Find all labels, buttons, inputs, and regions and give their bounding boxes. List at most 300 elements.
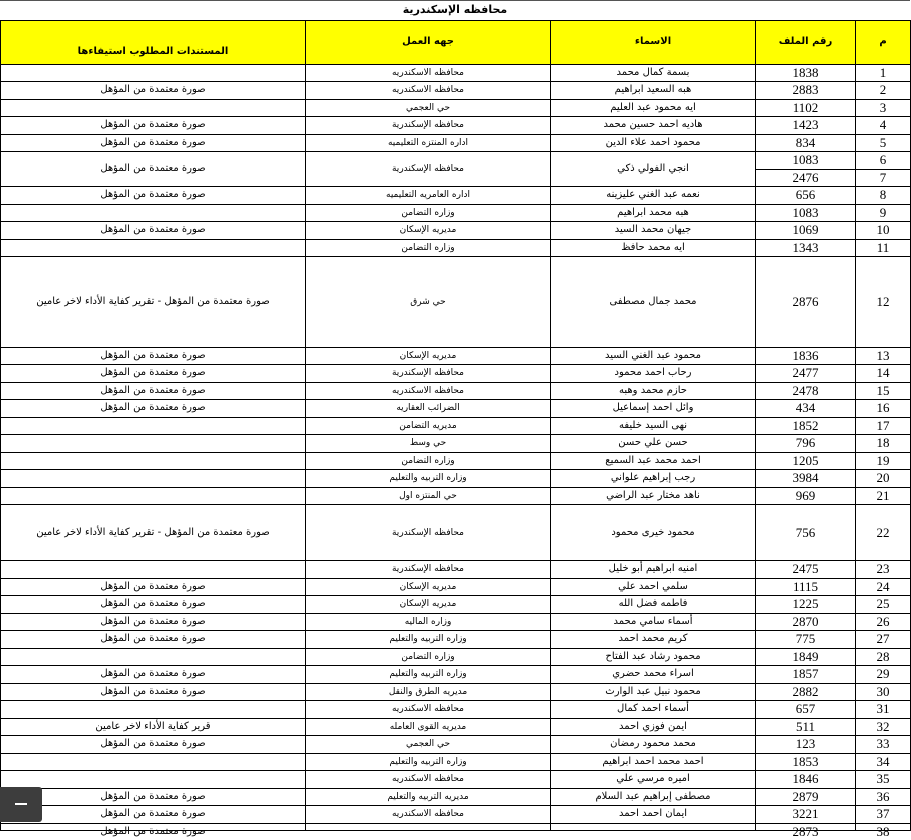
documents-cell <box>1 187 306 205</box>
serial-text: 8 <box>879 187 887 203</box>
workplace-text: محافظه الاسكندريه <box>391 67 464 78</box>
serial-text: 1 <box>879 64 887 80</box>
name-text: هبه محمد ابراهيم <box>617 206 689 218</box>
name-cell <box>551 648 756 666</box>
file-number-text: 1102 <box>792 99 819 115</box>
file-number-cell <box>756 683 856 701</box>
table-row <box>1 771 911 789</box>
serial-cell <box>856 117 911 135</box>
file-number-text: 1846 <box>792 771 819 787</box>
zoom-out-button[interactable] <box>0 787 42 822</box>
name-text: وائل احمد إسماعيل <box>612 402 694 414</box>
workplace-cell <box>306 417 551 435</box>
table-body <box>1 64 911 839</box>
file-number-cell <box>756 561 856 579</box>
documents-cell <box>1 99 306 117</box>
workplace-text: مديريه التربيه والتعليم <box>387 791 469 802</box>
table-row <box>1 823 911 830</box>
serial-text: 14 <box>876 365 890 381</box>
serial-cell <box>856 561 911 579</box>
name-cell <box>551 823 756 830</box>
workplace-cell <box>306 82 551 100</box>
workplace-cell <box>306 505 551 561</box>
file-number-cell <box>756 417 856 435</box>
name-cell <box>551 239 756 257</box>
table-row <box>1 257 911 348</box>
serial-cell <box>856 347 911 365</box>
serial-text: 17 <box>876 417 890 433</box>
file-number-cell <box>756 82 856 100</box>
workplace-cell <box>306 470 551 488</box>
serial-text: 37 <box>876 806 890 822</box>
name-cell <box>551 117 756 135</box>
documents-cell <box>1 736 306 754</box>
workplace-cell <box>306 771 551 789</box>
file-number-cell <box>756 736 856 754</box>
table-row <box>1 99 911 117</box>
documents-cell <box>1 613 306 631</box>
documents-text: قرير كفاية الأداء لاخر عامين <box>95 720 211 732</box>
documents-cell <box>1 222 306 240</box>
serial-text: 3 <box>879 99 887 115</box>
workplace-text <box>306 824 550 830</box>
table-row <box>1 561 911 579</box>
name-cell <box>551 417 756 435</box>
serial-text: 36 <box>876 788 890 804</box>
table-row <box>1 788 911 806</box>
documents-cell <box>1 417 306 435</box>
name-text: امنيه ابراهيم أبو خليل <box>608 563 698 575</box>
name-cell <box>551 505 756 561</box>
file-number-cell <box>756 631 856 649</box>
table-row <box>1 64 911 82</box>
name-cell <box>551 631 756 649</box>
file-number-cell <box>756 365 856 383</box>
column-header-name: الاسماء <box>551 21 756 65</box>
table-row <box>1 152 911 170</box>
table-row <box>1 487 911 505</box>
name-cell <box>551 82 756 100</box>
workplace-text: مديريه القوى العامله <box>389 721 467 732</box>
serial-cell <box>856 753 911 771</box>
serial-cell <box>856 613 911 631</box>
name-cell <box>551 771 756 789</box>
file-number-text: 657 <box>795 701 816 717</box>
documents-cell <box>1 64 306 82</box>
workplace-cell <box>306 666 551 684</box>
serial-cell <box>856 152 911 170</box>
serial-cell <box>856 365 911 383</box>
name-text: محمود نبيل عبد الوارث <box>605 685 701 697</box>
workplace-cell <box>306 117 551 135</box>
file-number-cell <box>756 487 856 505</box>
file-number-text: 511 <box>795 718 816 734</box>
file-number-cell <box>756 470 856 488</box>
workplace-text: محافظه الإسكندرية <box>391 164 464 174</box>
name-text: انجي الفولي ذكي <box>617 163 689 174</box>
name-text: محمود رشاد عبد الفتاح <box>605 650 701 662</box>
file-number-cell <box>756 753 856 771</box>
table-row <box>1 753 911 771</box>
table-row <box>1 578 911 596</box>
serial-text: 5 <box>879 134 887 150</box>
workplace-text: مديريه التضامن <box>399 420 457 431</box>
workplace-text: وزاره التربيه والتعليم <box>389 634 467 645</box>
name-cell <box>551 257 756 348</box>
documents-text: صورة معتمدة من المؤهل <box>100 580 206 592</box>
file-number-text: 2476 <box>792 169 819 185</box>
serial-cell <box>856 82 911 100</box>
file-number-cell <box>756 771 856 789</box>
name-cell <box>551 788 756 806</box>
workplace-text: حي شرق <box>410 296 446 307</box>
name-text: احمد محمد عبد السميع <box>605 454 701 466</box>
documents-cell <box>1 596 306 614</box>
documents-cell <box>1 487 306 505</box>
name-cell <box>551 683 756 701</box>
serial-text: 35 <box>876 771 890 787</box>
name-text: أسماء سامي محمد <box>613 615 693 627</box>
workplace-cell <box>306 683 551 701</box>
serial-cell <box>856 823 911 839</box>
workplace-cell <box>306 806 551 824</box>
workplace-cell <box>306 487 551 505</box>
name-text <box>551 824 755 830</box>
file-number-text: 1852 <box>792 417 819 433</box>
name-text: بسمة كمال محمد <box>616 66 690 78</box>
serial-text: 25 <box>876 596 890 612</box>
workplace-text: وزاره التربيه والتعليم <box>389 756 467 767</box>
table-row <box>1 683 911 701</box>
file-number-cell <box>756 99 856 117</box>
documents-text: صورة معتمدة من المؤهل <box>100 598 206 610</box>
minus-icon <box>15 803 27 805</box>
workplace-text: مديريه الإسكان <box>399 350 457 361</box>
name-text: رجب إبراهيم علواني <box>610 472 696 484</box>
table-row <box>1 347 911 365</box>
table-row <box>1 452 911 470</box>
table-row <box>1 631 911 649</box>
serial-text: 6 <box>879 152 887 168</box>
name-cell <box>551 365 756 383</box>
table-row <box>1 736 911 754</box>
file-number-text: 969 <box>795 487 816 503</box>
documents-cell <box>1 347 306 365</box>
table-row <box>1 613 911 631</box>
serial-text: 11 <box>876 239 890 255</box>
documents-cell <box>1 204 306 222</box>
name-text: جيهان محمد السيد <box>614 224 692 236</box>
file-number-text: 1083 <box>792 204 819 220</box>
file-number-cell <box>756 239 856 257</box>
serial-text: 34 <box>876 753 890 769</box>
serial-cell <box>856 222 911 240</box>
documents-cell <box>1 648 306 666</box>
serial-cell <box>856 257 911 348</box>
name-text: اميره مرسي علي <box>616 773 690 785</box>
documents-cell <box>1 239 306 257</box>
name-cell <box>551 152 756 187</box>
name-cell <box>551 204 756 222</box>
file-number-text: 434 <box>795 400 816 416</box>
workplace-text: وزاره التضامن <box>401 455 455 466</box>
file-number-cell <box>756 187 856 205</box>
file-number-text: 2876 <box>792 293 819 309</box>
serial-cell <box>856 648 911 666</box>
serial-cell <box>856 596 911 614</box>
documents-text: صورة معتمدة من المؤهل <box>100 384 206 396</box>
table-row <box>1 187 911 205</box>
table-row <box>1 648 911 666</box>
serial-text: 21 <box>876 487 890 503</box>
serial-cell <box>856 683 911 701</box>
serial-text: 12 <box>876 293 890 309</box>
workplace-cell <box>306 648 551 666</box>
serial-text: 28 <box>876 648 890 664</box>
name-cell <box>551 382 756 400</box>
file-number-cell <box>756 400 856 418</box>
workplace-text: حي العجمي <box>405 102 451 113</box>
documents-cell <box>1 771 306 789</box>
documents-cell <box>1 718 306 736</box>
name-text: محمد محمود رمضان <box>610 738 696 750</box>
file-number-text: 1838 <box>792 64 819 80</box>
documents-text: صورة معتمدة من المؤهل <box>100 136 206 148</box>
workplace-text: حي وسط <box>409 438 447 449</box>
file-number-text: 1849 <box>792 648 819 664</box>
file-number-text: 1069 <box>792 222 819 238</box>
name-text: فاطمه فضل الله <box>618 598 688 610</box>
file-number-text: 2477 <box>792 365 819 381</box>
file-number-text: 1853 <box>792 753 819 769</box>
documents-cell <box>1 683 306 701</box>
workplace-cell <box>306 222 551 240</box>
name-text: ايمان احمد احمد <box>618 808 688 820</box>
workplace-cell <box>306 64 551 82</box>
table-row <box>1 82 911 100</box>
table-row <box>1 505 911 561</box>
file-number-text: 756 <box>795 524 816 540</box>
documents-text: صورة معتمدة من المؤهل <box>100 163 206 174</box>
file-number-cell <box>756 452 856 470</box>
table-row <box>1 718 911 736</box>
serial-cell <box>856 578 911 596</box>
name-cell <box>551 753 756 771</box>
serial-cell <box>856 417 911 435</box>
name-cell <box>551 613 756 631</box>
name-cell <box>551 487 756 505</box>
documents-text: صورة معتمدة من المؤهل <box>100 84 206 96</box>
file-number-cell <box>756 435 856 453</box>
file-number-text: 2879 <box>792 788 819 804</box>
documents-cell <box>1 152 306 187</box>
workplace-text: مديريه الطرق والنقل <box>388 686 468 697</box>
workplace-text: محافظه الاسكندريه <box>391 809 464 820</box>
workplace-cell <box>306 701 551 719</box>
name-text: ايه محمد حافظ <box>621 241 685 253</box>
workplace-text: وزاره التضامن <box>401 651 455 662</box>
file-number-text: 1343 <box>792 239 819 255</box>
workplace-text: وزاره التربيه والتعليم <box>389 473 467 484</box>
workplace-cell <box>306 99 551 117</box>
workplace-cell <box>306 578 551 596</box>
workplace-cell <box>306 382 551 400</box>
documents-text: صورة معتمدة من المؤهل <box>100 790 206 802</box>
table-row <box>1 806 911 824</box>
file-number-cell <box>756 788 856 806</box>
name-cell <box>551 134 756 152</box>
name-cell <box>551 470 756 488</box>
workplace-cell <box>306 631 551 649</box>
name-cell <box>551 347 756 365</box>
name-text: اسراء محمد حضري <box>612 668 694 680</box>
serial-text: 27 <box>876 631 890 647</box>
documents-cell <box>1 631 306 649</box>
serial-text: 19 <box>876 452 890 468</box>
file-number-cell <box>756 718 856 736</box>
serial-cell <box>856 64 911 82</box>
file-number-cell <box>756 648 856 666</box>
name-text: مصطفى إبراهيم عبد السلام <box>595 790 711 802</box>
documents-cell <box>1 82 306 100</box>
name-text: حازم محمد وهبه <box>619 384 687 396</box>
workplace-text: وزاره التربيه والتعليم <box>389 669 467 680</box>
file-number-cell <box>756 222 856 240</box>
name-cell <box>551 561 756 579</box>
serial-text: 16 <box>876 400 890 416</box>
serial-cell <box>856 187 911 205</box>
serial-cell <box>856 470 911 488</box>
file-number-text: 2478 <box>792 382 819 398</box>
name-text: سلمي احمد علي <box>618 580 688 592</box>
workplace-text: محافظه الاسكندريه <box>391 85 464 96</box>
serial-cell <box>856 204 911 222</box>
name-text: رحاب احمد محمود <box>614 367 692 379</box>
workplace-text: محافظه الإسكندرية <box>391 120 464 131</box>
workplace-text: وزاره التضامن <box>401 207 455 218</box>
documents-text: صورة معتمدة من المؤهل - تقرير كفاية الأداء لاخر عامين <box>36 526 270 538</box>
table-row <box>1 204 911 222</box>
table-row <box>1 435 911 453</box>
documents-text: صورة معتمدة من المؤهل <box>100 349 206 361</box>
serial-cell <box>856 99 911 117</box>
documents-cell <box>1 470 306 488</box>
serial-cell <box>856 788 911 806</box>
name-text: محمود عبد الغني السيد <box>605 349 701 361</box>
column-header-serial: م <box>856 21 911 65</box>
file-number-cell <box>756 806 856 824</box>
file-number-cell <box>756 382 856 400</box>
file-number-cell <box>756 701 856 719</box>
serial-cell <box>856 771 911 789</box>
serial-text: 18 <box>876 435 890 451</box>
file-number-cell <box>756 505 856 561</box>
workplace-cell <box>306 187 551 205</box>
workplace-cell <box>306 347 551 365</box>
documents-text: صورة معتمدة من المؤهل <box>100 633 206 645</box>
table-row <box>1 417 911 435</box>
documents-cell <box>1 382 306 400</box>
file-number-text: 3221 <box>792 806 819 822</box>
name-cell <box>551 435 756 453</box>
documents-text: صورة معتمدة من المؤهل <box>100 825 206 837</box>
file-number-cell <box>756 204 856 222</box>
documents-text: صورة معتمدة من المؤهل <box>100 668 206 680</box>
file-number-cell <box>756 169 856 187</box>
file-number-text: 2882 <box>792 683 819 699</box>
documents-text: صورة معتمدة من المؤهل <box>100 402 206 414</box>
serial-text: 26 <box>876 613 890 629</box>
file-number-text: 123 <box>795 736 816 752</box>
workplace-text: مديريه الإسكان <box>399 225 457 236</box>
file-number-text: 1115 <box>792 578 819 594</box>
serial-cell <box>856 631 911 649</box>
file-number-cell <box>756 152 856 170</box>
table-row <box>1 365 911 383</box>
workplace-text: محافظه الإسكندرية <box>391 527 464 538</box>
serial-cell <box>856 382 911 400</box>
workplace-cell <box>306 788 551 806</box>
serial-cell <box>856 452 911 470</box>
table-row <box>1 701 911 719</box>
column-header-workplace: جهه العمل <box>306 21 551 65</box>
file-number-cell <box>756 134 856 152</box>
file-number-text: 1857 <box>792 666 819 682</box>
file-number-text: 2475 <box>792 561 819 577</box>
documents-cell <box>1 400 306 418</box>
name-text: محمد جمال مصطفى <box>609 295 697 307</box>
workplace-text: اداره المنتزه التعليميه <box>387 137 469 148</box>
workplace-cell <box>306 452 551 470</box>
serial-text: 30 <box>876 683 890 699</box>
workplace-cell <box>306 204 551 222</box>
serial-text: 38 <box>876 823 890 839</box>
file-number-cell <box>756 347 856 365</box>
documents-text: صورة معتمدة من المؤهل <box>100 738 206 750</box>
file-number-cell <box>756 64 856 82</box>
name-text: هاديه احمد حسين محمد <box>603 119 703 131</box>
serial-text: 31 <box>876 701 890 717</box>
file-number-text: 834 <box>795 134 816 150</box>
serial-text: 10 <box>876 222 890 238</box>
serial-cell <box>856 487 911 505</box>
documents-cell <box>1 435 306 453</box>
serial-text: 15 <box>876 382 890 398</box>
serial-cell <box>856 239 911 257</box>
documents-cell <box>1 365 306 383</box>
table-row <box>1 666 911 684</box>
workplace-text: محافظه الاسكندريه <box>391 385 464 396</box>
file-number-text: 1083 <box>792 152 819 168</box>
file-number-text: 2883 <box>792 82 819 98</box>
workplace-text: محافظه الإسكندرية <box>391 368 464 379</box>
name-text: حسن علي حسن <box>618 437 688 449</box>
file-number-cell <box>756 666 856 684</box>
serial-text: 29 <box>876 666 890 682</box>
workplace-cell <box>306 239 551 257</box>
serial-cell <box>856 806 911 824</box>
name-text: كريم محمد احمد <box>618 633 688 645</box>
workplace-text: حي المنتزه اول <box>399 490 457 501</box>
documents-cell <box>1 823 306 837</box>
workplace-cell <box>306 257 551 348</box>
file-number-text: 2873 <box>792 823 819 839</box>
name-cell <box>551 596 756 614</box>
name-text: محمود احمد علاء الدين <box>605 136 701 148</box>
workplace-text: محافظه الاسكندريه <box>391 704 464 715</box>
workplace-text: محافظه الإسكندرية <box>391 564 464 575</box>
workplace-cell <box>306 400 551 418</box>
